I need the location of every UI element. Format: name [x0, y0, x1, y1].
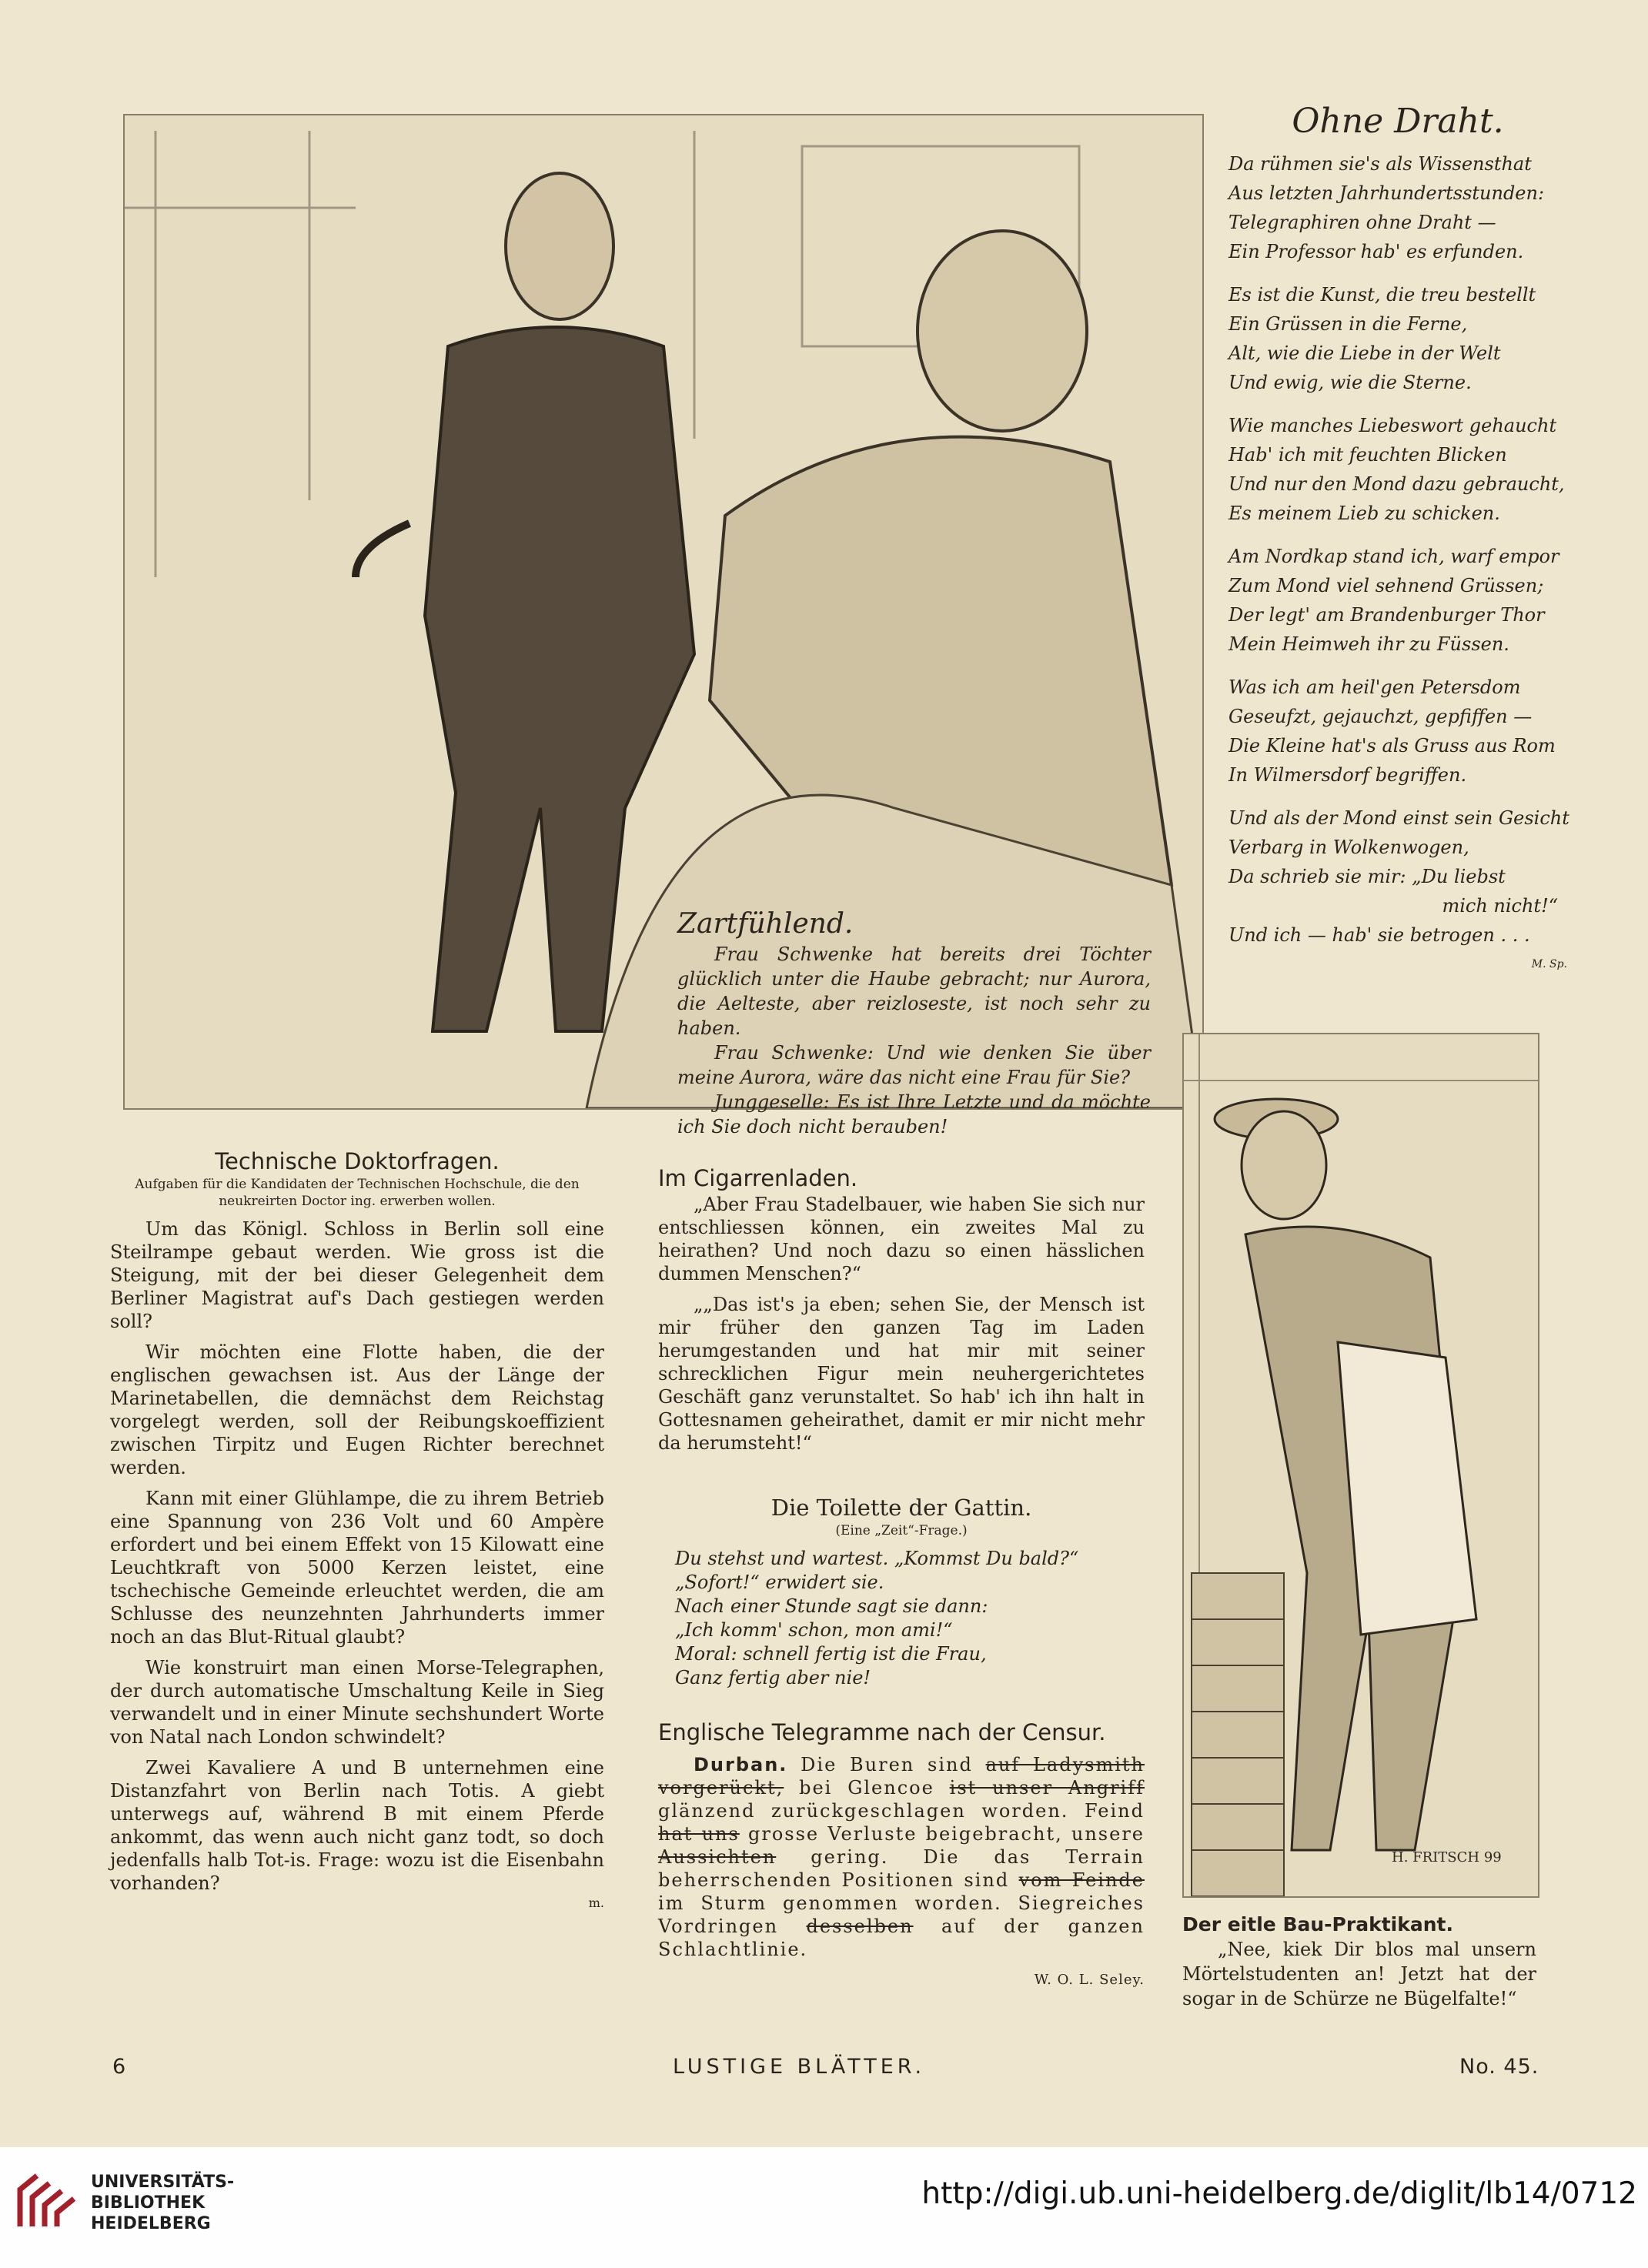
censored-text: ist unser Angriff [949, 1777, 1145, 1799]
text-span: bei Glencoe [799, 1777, 934, 1799]
text-span: auf der ganzen Schlachtlinie. [658, 1916, 1145, 1960]
poem-title: Ohne Draht. [1292, 102, 1504, 141]
censored-text: vom Feinde [1018, 1869, 1145, 1891]
poem-ohne-draht [1228, 100, 1567, 993]
poem-line: Hab' ich mit feuchten Blicken [1228, 444, 1507, 466]
verse-line: „Ich komm' schon, mon ami!“ [675, 1619, 953, 1641]
poem-signature: M. Sp. [1531, 958, 1567, 970]
telegram-text [658, 1753, 1145, 1961]
paragraph: Junggeselle: Es ist Ihre Letzte und da möchte ich Sie doch nicht berauben! [677, 1091, 1151, 1137]
page-number: 6 [112, 2055, 130, 2079]
library-name [91, 2172, 234, 2234]
caption-title: Der eitle Bau-Praktikant. [1182, 1913, 1453, 1936]
poem-stanza-5 [1228, 673, 1567, 790]
bau-praktikant-caption [1182, 1912, 1536, 2011]
poem-line: Der legt' am Brandenburger Thor [1228, 604, 1545, 626]
section-title: Englische Telegramme nach der Censur. [658, 1719, 1106, 1745]
section-signature: W. O. L. Seley. [1034, 1972, 1145, 1988]
verse-line: Du stehst und wartest. „Kommst Du bald?“ [675, 1548, 1079, 1569]
poem-stanza-4 [1228, 542, 1567, 659]
poem-line: Und ich — hab' sie betrogen . . . [1228, 924, 1530, 946]
poem-line: Verbarg in Wolkenwogen, [1228, 837, 1469, 858]
poem-line: Geseufzt, gejauchzt, gepfiffen — [1228, 706, 1533, 727]
poem-line: Es ist die Kunst, die treu bestellt [1228, 284, 1536, 306]
section-signature: m. [588, 1896, 604, 1910]
poem-line: Ein Professor hab' es erfunden. [1228, 241, 1524, 262]
censored-text: hat uns [658, 1823, 740, 1845]
text-span: grosse Verluste beigebracht, unsere [748, 1823, 1145, 1845]
telegram-place: Durban. [694, 1754, 788, 1775]
poem-line: Telegraphiren ohne Draht — [1228, 212, 1496, 233]
zartfuehlend-title: Zartfühlend. [677, 908, 854, 940]
poem-line: Mein Heimweh ihr zu Füssen. [1228, 633, 1509, 655]
telegramme-section [658, 1718, 1145, 1992]
library-name-line: HEIDELBERG [91, 2214, 211, 2233]
poem-line: Und ewig, wie die Sterne. [1228, 372, 1472, 393]
poem-line: Ein Grüssen in die Ferne, [1228, 313, 1468, 335]
source-url-link[interactable]: http://digi.ub.uni-heidelberg.de/diglit/lb14/0712 [921, 2176, 1637, 2211]
verse-line: Ganz fertig aber nie! [675, 1667, 871, 1688]
paragraph: Kann mit einer Glühlampe, die zu ihrem Betrieb eine Spannung von 236 Volt und 60 Ampère erfordert und bei einem Effekt von 15 Kilowatt eine Leuchtkraft von 5000 Kerzen leistet, eine tschechische Gemeinde erleuchtet werden, die am Schlusse des neunzehnten Jahrhunderts immer noch an das Blut-Ritual glaubt? [110, 1488, 604, 1648]
section-subtitle: Aufgaben für die Kandidaten der Technischen Hochschule, die den neukreirten Doctor ing. erwerben wollen. [135, 1177, 580, 1209]
library-name-line: BIBLIOTHEK [91, 2193, 206, 2213]
censored-text: auf Ladysmith vorgerückt, [658, 1754, 1145, 1799]
artist-signature: H. FRITSCH 99 [1392, 1849, 1502, 1866]
poem-line: Es meinem Lieb zu schicken. [1228, 503, 1500, 524]
poem-line: Und nur den Mond dazu gebraucht, [1228, 473, 1565, 495]
section-title: Technische Doktorfragen. [215, 1148, 500, 1174]
poem-line: Aus letzten Jahrhundertsstunden: [1228, 182, 1545, 204]
poem-line: Wie manches Liebeswort gehaucht [1228, 415, 1557, 436]
paragraph: Wie konstruirt man einen Morse-Telegraphen, der durch automatische Umschaltung Keile in Sieg verwandelt und in einer Minute sechshundert Worte von Natal nach London schwindelt? [110, 1657, 604, 1748]
library-name-line: UNIVERSITÄTS- [91, 2173, 235, 2192]
paragraph: Zwei Kavaliere A und B unternehmen eine Distanzfahrt von Berlin nach Totis. A giebt unterwegs auf, während B mit einem Pferde ankommt, das wenn auch nicht ganz todt, so doch jedenfalls halb Tot-is. Frage: wozu ist die Eisenbahn vorhanden? [110, 1757, 604, 1894]
poem-line: Alt, wie die Liebe in der Welt [1228, 342, 1501, 364]
verse-line: „Sofort!“ erwidert sie. [675, 1572, 884, 1593]
poem-line: Da schrieb sie mir: „Du liebst [1228, 866, 1506, 887]
paragraph: „„Das ist's ja eben; sehen Sie, der Mensch ist mir früher den ganzen Tag im Laden herumgestanden und hat mir mit seiner schrecklichen Figur mein neuhergerichtetes Geschäft ganz verunstaltet. So hab' ich ihn halt in Gottesnamen geheirathet, damit er mir nicht mehr da herumsteht!“ [658, 1294, 1145, 1454]
cigarrenladen-column [658, 1164, 1145, 1462]
censored-text: desselben [806, 1916, 914, 1937]
magazine-title: LUSTIGE BLÄTTER. [673, 2055, 926, 2079]
section-title: Die Toilette der Gattin. [771, 1495, 1032, 1521]
section-subtitle: (Eine „Zeit“-Frage.) [835, 1523, 968, 1538]
toilette-section [658, 1493, 1145, 1690]
poem-line: Und als der Mond einst sein Gesicht [1228, 807, 1569, 829]
poem-line: In Wilmersdorf begriffen. [1228, 764, 1467, 786]
censored-text: Aussichten [658, 1846, 777, 1868]
bau-praktikant-illustration [1182, 1033, 1539, 1898]
paragraph: „Aber Frau Stadelbauer, wie haben Sie sich nur entschliessen können, ein zweites Mal zu heirathen? Und noch dazu so einen hässlichen dummen Menschen?“ [658, 1194, 1145, 1284]
verse-line: Moral: schnell fertig ist die Frau, [675, 1643, 987, 1665]
poem-stanza-3 [1228, 411, 1567, 528]
zartfuehlend-section [677, 907, 1151, 1139]
text-span: glänzend zurückgeschlagen worden. Feind [658, 1800, 1145, 1822]
poem-stanza-6 [1228, 803, 1567, 979]
brick-wall [1192, 1573, 1284, 1896]
paragraph: Wir möchten eine Flotte haben, die der englischen gewachsen ist. Aus der Länge der Marinetabellen, die demnächst dem Reichstag vorgelegt werden, soll der Reibungskoeffizient zwischen Tirpitz und Eugen Richter berechnet werden. [110, 1341, 604, 1478]
paragraph: Frau Schwenke hat bereits drei Töchter glücklich unter die Haube gebracht; nur Aurora, die Aelteste, aber reizloseste, ist noch sehr zu haben. [677, 944, 1151, 1039]
poem-line: Was ich am heil'gen Petersdom [1228, 676, 1521, 698]
illustration-drawing [1184, 1034, 1538, 1896]
caption-text: „Nee, kiek Dir blos mal unsern Mörtelstudenten an! Jetzt hat der sogar in de Schürze ne Bügelfalte!“ [1182, 1939, 1536, 2009]
text-span: gering. Die das Terrain beherrschenden Positionen sind [658, 1846, 1145, 1891]
text-span: Die Buren sind [801, 1754, 973, 1775]
paragraph: Um das Königl. Schloss in Berlin soll eine Steilrampe gebaut werden. Wie gross ist die Steigung, mit der bei dieser Gelegenheit dem Berliner Magistrat auf's Dach gestiegen werden soll? [110, 1218, 604, 1332]
poem-line: Am Nordkap stand ich, warf empor [1228, 546, 1559, 567]
paragraph: Frau Schwenke: Und wie denken Sie über meine Aurora, wäre das nicht eine Frau für Sie? [677, 1042, 1151, 1088]
poem-line: Da rühmen sie's als Wissensthat [1228, 153, 1532, 175]
technische-doktorfragen-column [110, 1147, 604, 1915]
section-title: Im Cigarrenladen. [658, 1165, 858, 1191]
poem-stanza-1 [1228, 149, 1567, 266]
verse-line: Nach einer Stunde sagt sie dann: [675, 1595, 988, 1617]
issue-number: No. 45. [1459, 2055, 1539, 2079]
poem-line: Die Kleine hat's als Gruss aus Rom [1228, 735, 1556, 757]
poem-stanza-2 [1228, 280, 1567, 397]
poem-line: Zum Mond viel sehnend Grüssen; [1228, 575, 1544, 596]
poem-line: mich nicht!“ [1442, 895, 1558, 917]
toilette-verse [658, 1547, 1145, 1690]
text-span: im Sturm genommen worden. Siegreiches Vordringen [658, 1892, 1145, 1937]
library-logo-icon [14, 2166, 80, 2236]
